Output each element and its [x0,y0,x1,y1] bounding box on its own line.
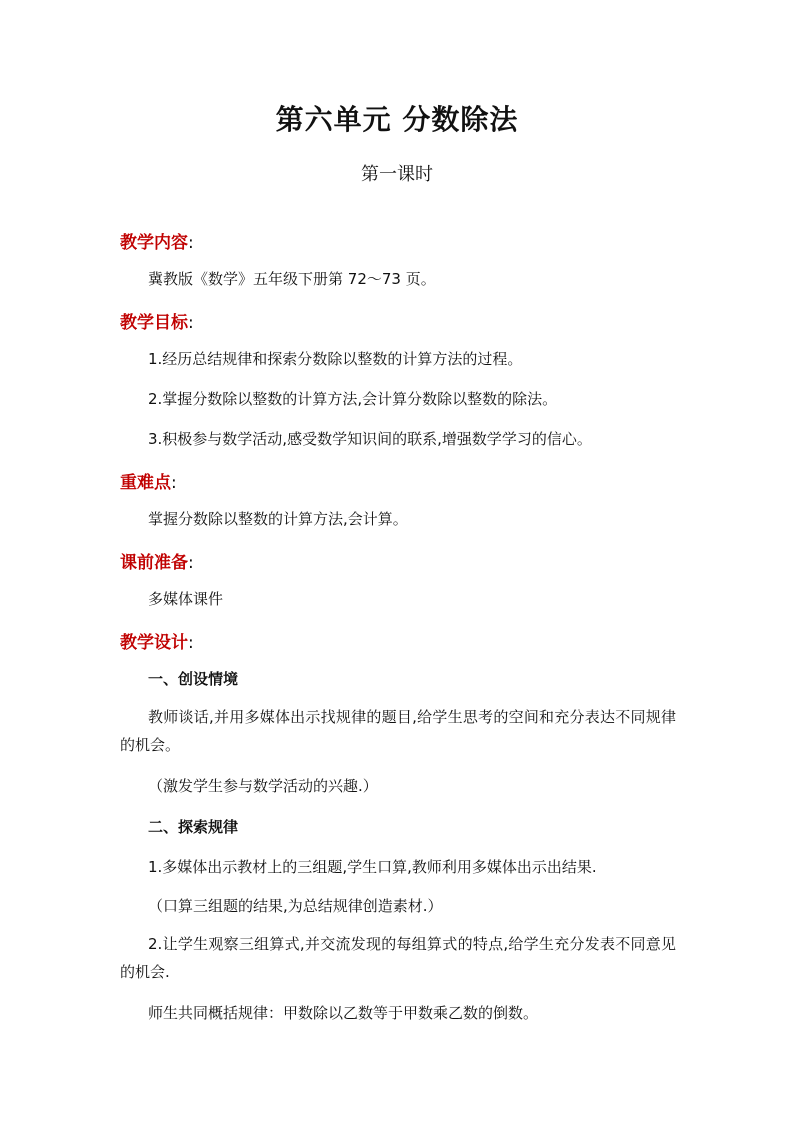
heading-colon: : [188,233,194,253]
heading-colon: : [188,313,194,333]
design-part1-paragraph: 教师谈话,并用多媒体出示找规律的题目,给学生思考的空间和充分表达不同规律的机会。 [120,708,676,754]
heading-label: 教学设计 [120,633,188,653]
preparation-text: 多媒体课件 [148,590,224,608]
heading-label: 教学目标 [120,313,188,333]
design-part2-step2: 2.让学生观察三组算式,并交流发现的每组算式的特点,给学生充分发表不同意见的机会. [120,935,676,981]
content-text: 冀教版《数学》五年级下册第 72～73 页。 [148,270,436,288]
design-part2-note: （口算三组题的结果,为总结规律创造素材.） [148,897,443,915]
heading-label: 课前准备 [120,553,188,573]
design-part1-note: （激发学生参与数学活动的兴趣.） [148,777,378,795]
heading-label: 重难点 [120,473,171,493]
section-heading-preparation [120,548,194,573]
heading-colon: : [171,473,177,493]
design-part2-conclusion: 师生共同概括规律：甲数除以乙数等于甲数乘乙数的倒数。 [148,1004,539,1022]
section-heading-design [120,628,194,653]
lesson-subtitle: 第一课时 [361,164,433,185]
heading-label: 教学内容 [120,233,188,253]
key-points-text: 掌握分数除以整数的计算方法,会计算。 [148,510,408,528]
goal-item: 3.积极参与数学活动,感受数学知识间的联系,增强数学学习的信心。 [148,430,592,448]
goal-item: 1.经历总结规律和探索分数除以整数的计算方法的过程。 [148,350,523,368]
section-heading-goals [120,308,194,333]
goal-item: 2.掌握分数除以整数的计算方法,会计算分数除以整数的除法。 [148,390,558,408]
design-part2-step1: 1.多媒体出示教材上的三组题,学生口算,教师利用多媒体出示出结果. [148,858,597,876]
design-part2-title: 二、探索规律 [148,818,239,836]
heading-colon: : [188,633,194,653]
heading-colon: : [188,553,194,573]
document-title: 第六单元 分数除法 [275,103,519,136]
section-heading-key-points [120,468,177,493]
design-part1-title: 一、创设情境 [148,670,239,688]
section-heading-content [120,228,194,253]
